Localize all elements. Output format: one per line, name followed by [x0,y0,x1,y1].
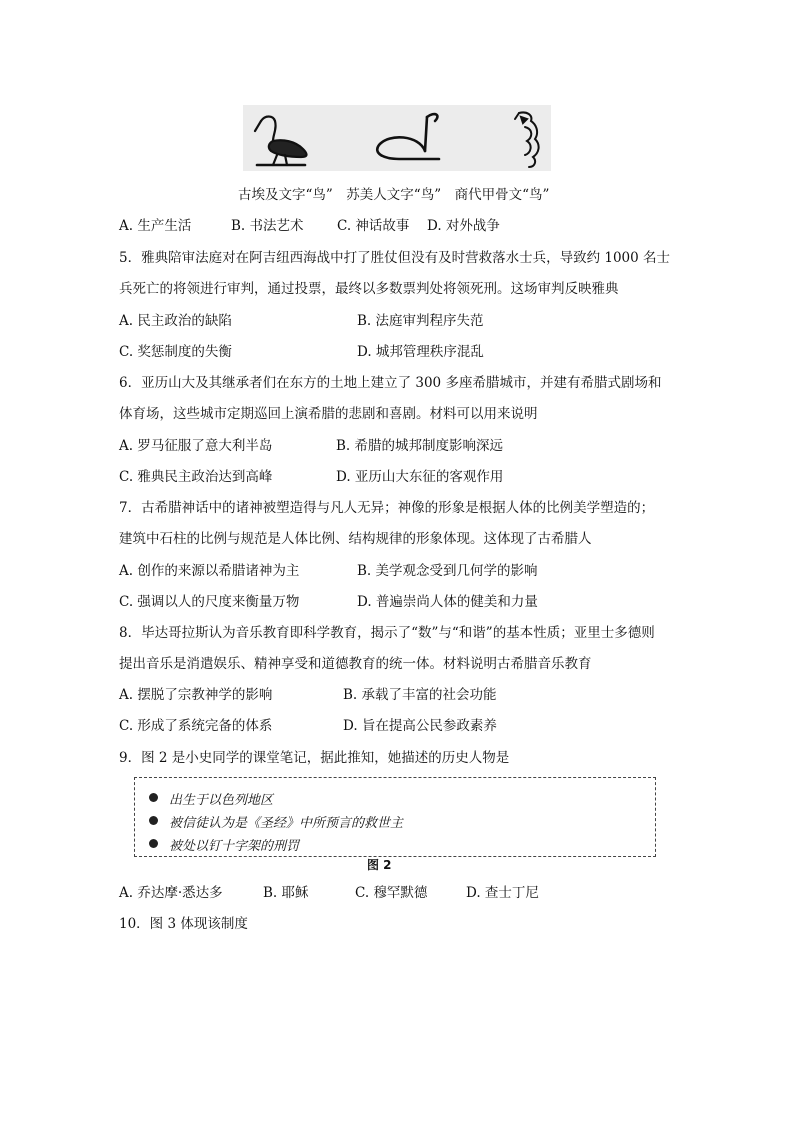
q8-option-d: D. 旨在提高公民参政素养 [343,718,497,734]
q9-option-c: C. 穆罕默德 [355,885,428,901]
bird-glyphs-figure [243,105,551,171]
q4-option-d: D. 对外战争 [427,218,500,234]
q6-option-d: D. 亚历山大东征的客观作用 [336,469,504,485]
q5-option-d: D. 城邦管理秩序混乱 [357,344,484,360]
note-text: 被信徒认为是《圣经》中所预言的救世主 [169,816,404,831]
bullet-icon [149,793,158,802]
figure-caption: 古埃及文字“鸟” 苏美人文字“鸟” 商代甲骨文“鸟” [238,187,550,203]
note-item [149,789,273,808]
note-item [149,835,299,854]
q4-option-c: C. 神话故事 [337,218,410,234]
q7-stem-line1: 7．古希腊神话中的诸神被塑造得与凡人无异；神像的形象是根据人体的比例美学塑造的； [119,500,655,516]
q7-option-d: D. 普遍崇尚人体的健美和力量 [357,594,538,610]
q8-option-b: B. 承载了丰富的社会功能 [343,687,497,703]
q6-option-c: C. 雅典民主政治达到高峰 [119,469,273,485]
q7-stem-line2: 建筑中石柱的比例与规范是人体比例、结构规律的形象体现。这体现了古希腊人 [119,531,592,547]
q7-option-c: C. 强调以人的尺度来衡量万物 [119,594,300,610]
q9-stem: 9．图 2 是小史同学的课堂笔记，据此推知，她描述的历史人物是 [119,750,510,766]
sumerian-bird-glyph-icon [377,114,439,159]
q6-option-a: A. 罗马征服了意大利半岛 [119,438,273,454]
q4-option-b: B. 书法艺术 [231,218,304,234]
q6-option-b: B. 希腊的城邦制度影响深远 [336,438,504,454]
q7-option-a: A. 创作的来源以希腊诸神为主 [119,563,300,579]
note-text: 出生于以色列地区 [169,793,274,808]
q5-option-c: C. 奖惩制度的失衡 [119,344,232,360]
q6-stem-line1: 6．亚历山大及其继承者们在东方的土地上建立了 300 多座希腊城市，并建有希腊式剧场和 [119,375,662,391]
q4-option-a: A. 生产生活 [119,218,192,234]
q5-option-b: B. 法庭审判程序失范 [357,313,484,329]
bullet-icon [149,816,158,825]
q7-option-b: B. 美学观念受到几何学的影响 [357,563,538,579]
q9-option-a: A. 乔达摩·悉达多 [119,885,223,901]
q8-option-c: C. 形成了系统完备的体系 [119,718,273,734]
q8-stem-line2: 提出音乐是消遣娱乐、精神享受和道德教育的统一体。材料说明古希腊音乐教育 [119,656,592,672]
q6-stem-line2: 体育场，这些城市定期巡回上演希腊的悲剧和喜剧。材料可以用来说明 [119,406,538,422]
q10-stem: 10．图 3 体现该制度 [119,916,248,932]
q5-option-a: A. 民主政治的缺陷 [119,313,232,329]
bullet-icon [149,839,158,848]
class-notes-box [134,777,656,857]
note-item [149,812,403,831]
q8-option-a: A. 摆脱了宗教神学的影响 [119,687,273,703]
note-text: 被处以钉十字架的刑罚 [169,839,300,854]
q9-option-d: D. 查士丁尼 [466,885,539,901]
q9-option-b: B. 耶稣 [263,885,309,901]
q5-stem-line1: 5．雅典陪审法庭对在阿吉纽西海战中打了胜仗但没有及时营救落水士兵，导致约 1000 名士 [119,250,671,266]
q5-stem-line2: 兵死亡的将领进行审判，通过投票，最终以多数票判处将领死刑。这场审判反映雅典 [119,281,619,297]
q8-stem-line1: 8．毕达哥拉斯认为音乐教育即科学教育，揭示了“数”与“和谐”的基本性质；亚里士多德则 [119,625,655,641]
figure-2-label: 图 2 [367,858,392,872]
egyptian-bird-hieroglyph-icon [255,117,307,166]
oracle-bone-bird-glyph-icon [515,112,539,167]
